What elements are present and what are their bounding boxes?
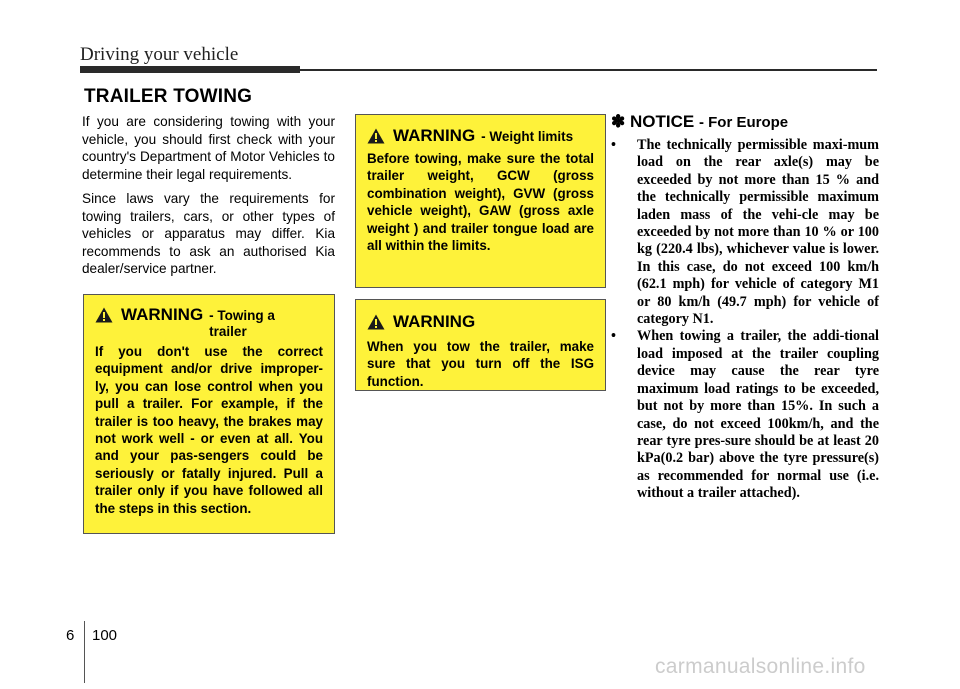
warning-body: When you tow the trailer, make sure that you turn off the ISG function. xyxy=(367,339,594,389)
notice-list xyxy=(611,137,879,503)
warning-word: WARNING xyxy=(121,305,204,324)
warning-body: Before towing, make sure the total trailer weight, GCW (gross combination weight), GVW (gross vehicle weight), GAW (gross axle weight ) and trailer tongue load are all within the limits. xyxy=(367,151,594,254)
notice-subtitle: - For Europe xyxy=(698,114,789,131)
warning-word: WARNING xyxy=(393,312,476,331)
notice-icon: ✽ xyxy=(611,112,626,131)
intro-paragraph: If you are considering towing with your vehicle, you should first check with your country's Department of Motor Vehicles to determine their legal requirements. xyxy=(82,114,335,182)
section-title: TRAILER TOWING xyxy=(84,86,253,107)
intro-column xyxy=(82,113,335,285)
footer-divider xyxy=(84,621,85,683)
page-number: 100 xyxy=(92,627,118,644)
header-rule xyxy=(300,69,877,71)
intro-paragraph: Since laws vary the requirements for towing trailers, cars, or other types of vehicles or apparatus may differ. Kia recommends to ask an authorised Kia dealer/service partner. xyxy=(82,191,335,276)
warning-subtitle: - Weight limits xyxy=(481,129,574,144)
warning-triangle-icon xyxy=(367,314,385,330)
notice-title xyxy=(611,112,788,132)
warning-body: If you don't use the correct equipment and/or drive improper-ly, you can lose control when you pull a trailer. For example, if the trailer is too heavy, the brakes may not work well - or even at all. You and your pas-sengers could be seriously or fatally injured. Pull a trailer only if you have followed all the steps in this section. xyxy=(95,344,323,516)
warning-word: WARNING xyxy=(393,126,476,145)
chapter-number: 6 xyxy=(66,627,75,644)
warning-subtitle: - Towing a trailer xyxy=(209,308,275,339)
warning-triangle-icon xyxy=(95,307,113,323)
warning-box-isg xyxy=(355,299,606,391)
header-bar xyxy=(80,66,300,73)
notice-item: • When towing a trailer, the addi-tional load imposed at the trailer coupling device may cause the rear tyre maximum load ratings to be exceeded, but not by more than 15%. In such a case, do not exceed 100km/h, and the rear tyre pres-sure should be at least 20 kPa(0.2 bar) above the tyre pressure(s) as recommended for normal use (i.e. without a trailer attached). xyxy=(611,328,879,502)
warning-box-towing xyxy=(83,294,335,534)
warning-triangle-icon xyxy=(367,128,385,144)
header-title: Driving your vehicle xyxy=(80,44,239,65)
notice-item: • The technically permissible maxi-mum load on the rear axle(s) may be exceeded by not more than 15 % and the technically permissible maximum laden mass of the vehi-cle may be exceeded by not more than 10 % or 100 kg (220.4 lbs), whichever value is lower. In this case, do not exceed 100 km/h (62.1 mph) for vehicle of category M1 or 80 km/h (49.7 mph) for vehicle of category N1. xyxy=(611,137,879,328)
watermark: carmanualsonline.info xyxy=(655,655,866,678)
warning-box-weight-limits xyxy=(355,114,606,288)
notice-word: NOTICE xyxy=(629,112,695,131)
